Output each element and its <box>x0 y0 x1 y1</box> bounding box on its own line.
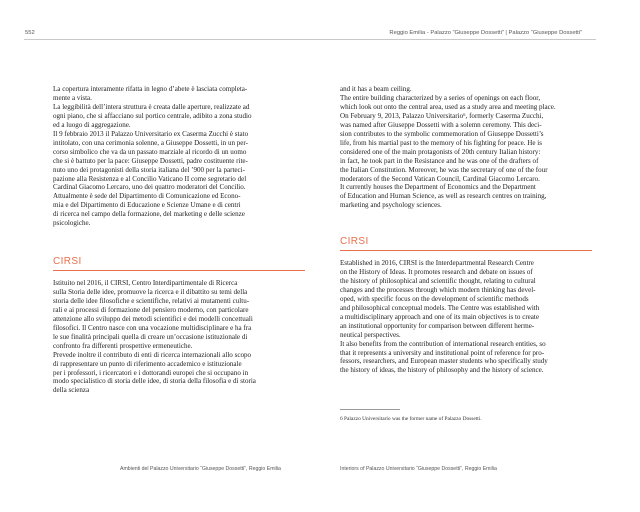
text-line: per i professori, i ricercatori e i dottorandi europei che si occupano in <box>53 368 249 377</box>
text-line: Established in 2016, CIRSI is the Interdepartmental Research Centre <box>340 259 534 267</box>
text-line: della scienza <box>53 386 90 395</box>
text-line: Prevede inoltre il contributo di enti di ricerca internazionali allo scopo <box>53 350 252 359</box>
text-line: changes and the processes through which modern thinking has devel- <box>340 285 536 294</box>
text-line: di ricerca nel campo della formazione, del marketing e delle scienze <box>53 210 245 219</box>
text-line: in fact, he took part in the Resistance and he was one of the drafters of <box>340 156 539 165</box>
text-line: life, from his martial past to the memory of his fighting for peace. He is <box>340 138 542 147</box>
text-line: It currently houses the Department of Economics and the Department <box>340 183 536 192</box>
text-line: mia e del Dipartimento di Educazione e Scienze Umane e di centri <box>53 201 241 210</box>
text-line: The entire building characterized by a series of openings on each floor, <box>340 93 541 102</box>
page-number: 552 <box>25 30 35 36</box>
caption-left: Ambienti del Palazzo Universitario “Giuseppe Dossetti”, Reggio Emilia <box>120 466 281 472</box>
text-line: the Italian Constitution. Moreover, he was the secretary of one of the four <box>340 165 548 174</box>
text-line: which look out onto the central area, used as a study area and meeting place. <box>340 102 556 111</box>
text-line: rali e ai processi di formazione del pensiero moderno, con particolare <box>53 305 249 314</box>
text-line: ogni piano, che si affacciano sul portico centrale, adibito a zona studio <box>53 111 252 120</box>
text-line: On February 9, 2013, Palazzo Universitario⁶, formerly Caserma Zucchi, <box>340 111 544 120</box>
text-line: La copertura interamente rifatta in legno d’abete è lasciata completa- <box>53 85 248 93</box>
text-line: and philosophical conceptual models. The Centre was established with <box>340 303 540 312</box>
text-line: psicologiche. <box>53 219 91 228</box>
text-line: moderators of the Second Vatican Council, Cardinal Giacomo Lercaro. <box>340 174 540 183</box>
text-line: sulla Storia delle idee, promuove la ricerca e il dibattito su temi della <box>53 287 248 296</box>
left-section-text <box>53 279 305 395</box>
right-section-title: CIRSI <box>340 236 369 247</box>
text-line: filosofici. Il Centro nasce con una vocazione multidisciplinare e ha fra <box>53 323 252 332</box>
text-line: considered one of the main protagonists of 20th century Italian history: <box>340 147 541 156</box>
left-section-rule <box>53 270 305 271</box>
text-line: corso simbolico che va da un passato marziale al ricordo di un uomo <box>53 147 247 156</box>
text-line: the history of ideas, the history of philosophy and the history of science. <box>340 366 544 375</box>
text-line: neutical perspectives. <box>340 330 401 339</box>
text-line: ed a luogo di aggregazione. <box>53 120 131 129</box>
text-line: Il 9 febbraio 2013 il Palazzo Universitario ex Caserma Zucchi è stato <box>53 129 249 138</box>
text-line: che si è battuto per la pace: Giuseppe Dossetti, padre costituente rite- <box>53 156 248 165</box>
caption-right: Interiors of Palazzo Universitario “Giuseppe Dossetti”, Reggio Emilia <box>340 466 497 472</box>
text-line: marketing and psychology sciences. <box>340 201 442 210</box>
text-line: an institutional opportunity for comparison between different herme- <box>340 321 535 330</box>
header-rule <box>24 39 596 40</box>
text-line: on the History of Ideas. It promotes research and debate on issues of <box>340 267 533 276</box>
text-line: confronto fra differenti prospettive ermeneutiche. <box>53 341 193 350</box>
text-line: of Education and Human Science, as well as research centres on training, <box>340 192 547 201</box>
right-section-text <box>340 259 592 375</box>
text-line: nuto uno dei protagonisti della storia italiana del ’900 per la parteci- <box>53 165 245 174</box>
text-line: a multidisciplinary approach and one of its main objectives is to create <box>340 312 540 321</box>
text-line: that it represents a university and institutional point of reference for pro- <box>340 348 545 357</box>
text-line: and it has a beam ceiling. <box>340 85 412 93</box>
footnote: 6 Palazzo Universitario was the former name of Palazzo Dossetti. <box>340 416 482 422</box>
text-line: fessors, researchers, and European master students who specifically study <box>340 357 548 366</box>
text-line: storia delle idee filosofiche e scientifiche, relativi ai mutamenti cultu- <box>53 296 250 305</box>
text-line: Attualmente è sede del Dipartimento di Comunicazione ed Econo- <box>53 192 241 201</box>
running-head: Reggio Emilia - Palazzo “Giuseppe Dossetti” | Palazzo “Giuseppe Dossetti” <box>389 30 582 36</box>
left-section-title: CIRSI <box>53 256 82 267</box>
right-section-rule <box>340 250 592 251</box>
text-line: di rappresentare un punto di riferimento accademico e istituzionale <box>53 359 242 368</box>
text-line: the history of philosophical and scientific thought, relating to cultural <box>340 276 536 285</box>
text-line: modo specialistico di storia delle idee, di storia della filosofia e di storia <box>53 377 256 386</box>
text-line: was named after Giuseppe Dossetti with a solemn ceremony. This deci- <box>340 120 542 129</box>
text-line: Istituito nel 2016, il CIRSI, Centro Interdipartimentale di Ricerca <box>53 279 238 287</box>
right-intro-text <box>340 85 592 210</box>
text-line: It also benefits from the contribution of international research entities, so <box>340 339 546 348</box>
text-line: La leggibilità dell’intera struttura è creata dalle aperture, realizzate ad <box>53 102 250 111</box>
text-line: sion contributes to the symbolic commemoration of Giuseppe Dossetti’s <box>340 129 544 138</box>
text-line: pazione alla Resistenza e al Concilio Vaticano II come segretario del <box>53 174 247 183</box>
text-line: Cardinal Giacomo Lercaro, uno dei quattro moderatori del Concilio. <box>53 183 246 192</box>
text-line: le sue finalità principali quella di creare un’occasione istituzionale di <box>53 332 248 341</box>
footnote-rule <box>340 409 400 410</box>
text-line: mente a vista. <box>53 93 92 102</box>
text-line: oped, with specific focus on the development of scientific methods <box>340 294 529 303</box>
text-line: intitolato, con una cerimonia solenne, a Giuseppe Dossetti, in un per- <box>53 138 248 147</box>
text-line: attenzione allo sviluppo dei metodi scientifici e dei modelli concettuali <box>53 314 253 323</box>
left-intro-text <box>53 85 305 228</box>
